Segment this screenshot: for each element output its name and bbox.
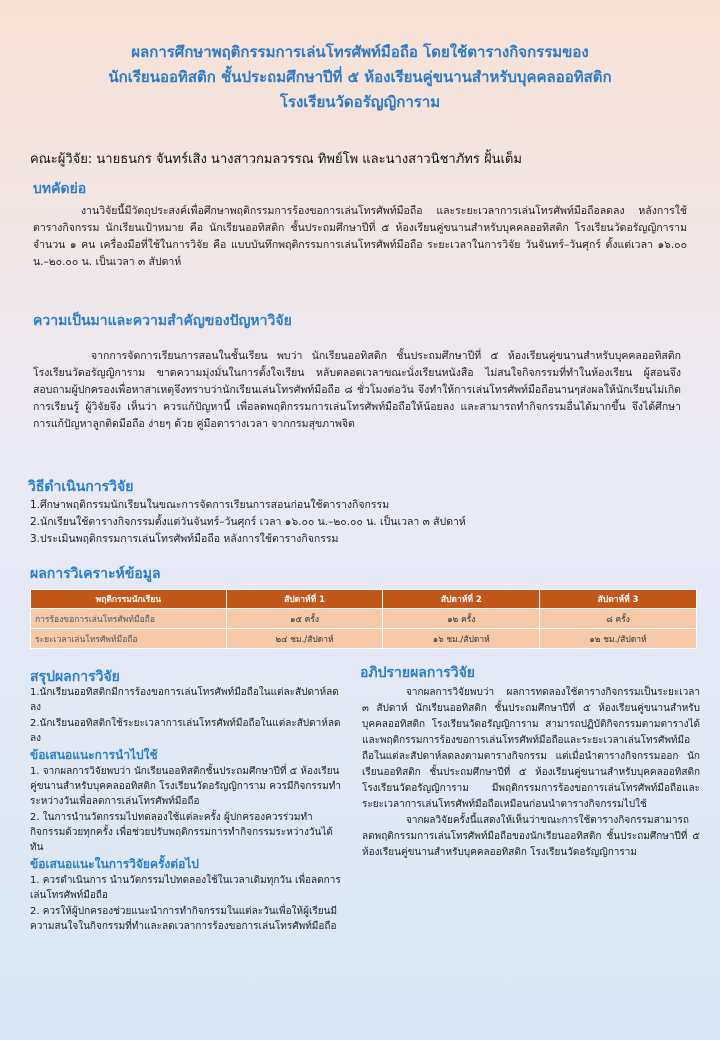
method-item: 2.นักเรียนใช้ตารางกิจกรรมตั้งแต่วันจันทร์–วันศุกร์ เวลา ๑๖.๐๐ น.–๒๐.๐๐ น. เป็นเวลา ๓ สัปดาห์: [30, 516, 466, 528]
results-table: [30, 589, 697, 649]
results-heading: ผลการวิเคราะห์ข้อมูล: [30, 566, 161, 582]
table-cell: ระยะเวลาเล่นโทรศัพท์มือถือ: [31, 629, 227, 649]
conclusion-item: 2.นักเรียนออทิสติกใช้ระยะเวลาการเล่นโทรศัพท์มือถือในแต่ละสัปดาห์ลดลง: [30, 718, 341, 744]
conclusion-heading: สรุปผลการวิจัย: [30, 669, 120, 685]
method-item: 3.ประเมินพฤติกรรมการเล่นโทรศัพท์มือถือ หลังการใช้ตารางกิจกรรม: [30, 533, 339, 545]
discussion-column: [362, 685, 700, 861]
table-header-row: [31, 590, 697, 609]
suggest-item: 1. จากผลการวิจัยพบว่า นักเรียนออทิสติกชั้นประถมศึกษาปีที่ ๕ ห้องเรียนคู่ขนานสำหรับบุคคลออทิสติก โรงเรียนวัดอรัญญิการาม ควรมีกิจกรรมทำระหว่างวันเพื่อลดการเล่นโทรศัพท์มือถือ: [30, 766, 341, 807]
table-cell: ๒๔ ชม./สัปดาห์: [226, 629, 383, 649]
method-heading: วิธีดำเนินการวิจัย: [28, 479, 134, 495]
next-item: 1. ควรดำเนินการ นำนวัตกรรมไปทดลองใช้ในเวลาเดิมทุกวัน เพื่อลดการเล่นโทรศัพท์มือถือ: [30, 875, 341, 901]
title-line-1: ผลการศึกษาพฤติกรรมการเล่นโทรศัพท์มือถือ โดยใช้ตารางกิจกรรมของ: [131, 43, 589, 61]
background-heading: ความเป็นมาและความสำคัญของปัญหาวิจัย: [33, 313, 292, 329]
table-cell: ๘ ครั้ง: [540, 609, 697, 629]
table-row: [31, 629, 697, 649]
table-header-cell: สัปดาห์ที่ 2: [383, 590, 540, 609]
suggest-heading: ข้อเสนอแนะการนำไปใช้: [30, 748, 158, 762]
method-item: 1.ศึกษาพฤติกรรมนักเรียนในขณะการจัดการเรียนการสอนก่อนใช้ตารางกิจกรรม: [30, 499, 390, 511]
table-cell: ๑๒ ครั้ง: [383, 609, 540, 629]
abstract-heading: บทคัดย่อ: [33, 181, 87, 197]
suggest-item: 2. ในการนำนวัตกรรมไปทดลองใช้แต่ละครั้ง ผู้ปกครองควรร่วมทำกิจกรรมด้วยทุกครั้ง เพื่อช่วยปรับพฤติกรรมการทำกิจกรรมระหว่างวันได้ทัน: [30, 812, 333, 853]
discussion-paragraph-1: จากผลการวิจัยพบว่า ผลการทดลองใช้ตารางกิจกรรมเป็นระยะเวลา ๓ สัปดาห์ นักเรียนออทิสติก ชั้นประถมศึกษาปีที่ ๕ ห้องเรียนคู่ขนานสำหรับบุคคลออทิสติก โรงเรียนวัดอรัญญิการาม สามารถปฏิบัติกิจกรรมตามตารางได้และพฤติกรรมการร้องขอการเล่นโทรศัพท์มือถือและระยะเวลาเล่นโทรศัพท์มือถือในแต่ละสัปดาห์ลดลงตามตารางกิจกรรม แต่เมื่อนำตารางกิจกรรมออก นักเรียนออทิสติก ชั้นประถมศึกษาปีที่ ๕ ห้องเรียนคู่ขนานสำหรับบุคคลออทิสติก โรงเรียนวัดอรัญญิการาม มีพฤติกรรมการร้องขอการเล่นโทรศัพท์มือถือและระยะเวลาการเล่นโทรศัพท์มือถือเหมือนก่อนนำตารางกิจกรรมไปใช้: [362, 687, 700, 810]
poster-title: [20, 40, 700, 115]
table-cell: ๑๕ ครั้ง: [226, 609, 383, 629]
title-line-3: โรงเรียนวัดอรัญญิการาม: [279, 93, 441, 111]
table-header-cell: สัปดาห์ที่ 1: [226, 590, 383, 609]
table-header-cell: สัปดาห์ที่ 3: [540, 590, 697, 609]
method-list: [30, 497, 690, 548]
table-header-cell: พฤติกรรมนักเรียน: [31, 590, 227, 609]
background-text: จากการจัดการเรียนการสอนในชั้นเรียน พบว่า นักเรียนออทิสติก ชั้นประถมศึกษาปีที่ ๕ ห้องเรียนคู่ขนานสำหรับบุคคลออทิสติก โรงเรียนวัดอรัญญิการาม ขาดความมุ่งมั่นในการตั้งใจเรียน หลับตลอดเวลาขณะนั่งเรียนหนังสือ ไม่สนใจกิจกรรมที่ทำในห้องเรียน ผู้สอนจึงสอบถามผู้ปกครองเพื่อหาสาเหตุจึงทราบว่านักเรียนเล่นโทรศัพท์มือถือ ๘ ชั่วโมงต่อวัน จึงทำให้การเล่นโทรศัพท์มือถือนานๆส่งผลให้นักเรียนไม่เกิดการเรียนรู้ ผู้วิจัยจึง เห็นว่า ควรแก้ปัญหานี้ เพื่อลดพฤติกรรมการเล่นโทรศัพท์มือถือให้น้อยลง และสามารถทำกิจกรรมอื่นได้มากขึ้น จึงได้ศึกษาการแก้ปัญหาลูกติดมือถือ ง่ายๆ ด้วย คู่มือตารางเวลา จากกรมสุขภาพจิต: [33, 350, 681, 430]
discussion-paragraph-2: จากผลวิจัยครั้งนี้แสดงให้เห็นว่าขณะการใช้ตารางกิจกรรมสามารถลดพฤติกรรมการเล่นโทรศัพท์มือถือของนักเรียนออทิสติก ชั้นประถมศึกษาปีที่ ๕ ห้องเรียนคู่ขนานสำหรับบุคคลออทิสติก โรงเรียนวัดอรัญญิการาม: [362, 815, 700, 858]
table-cell: ๑๒ ชม./สัปดาห์: [540, 629, 697, 649]
next-item: 2. ควรให้ผู้ปกครองช่วยแนะนำการทำกิจกรรมในแต่ละวันเพื่อให้ผู้เรียนมีความสนใจในกิจกรรมที่ทำและลดเวลาการร้องขอการเล่นโทรศัพท์มือถือ: [30, 906, 338, 932]
conclusion-item: 1.นักเรียนออทิสติกมีการร้องขอการเล่นโทรศัพท์มือถือในแต่ละสัปดาห์ลดลง: [30, 687, 339, 713]
table-cell: ๑๖ ชม./สัปดาห์: [383, 629, 540, 649]
table-row: [31, 609, 697, 629]
authors-line: คณะผู้วิจัย: นายธนกร จันทร์เสิง นางสาวกมลวรรณ ทิพย์โพ และนางสาวนิชาภัทร ฝั้นเต็ม: [30, 152, 522, 167]
title-line-2: นักเรียนออทิสติก ชั้นประถมศึกษาปีที่ ๕ ห้องเรียนคู่ขนานสำหรับบุคคลออทิสติก: [108, 68, 612, 86]
discussion-heading: อภิปรายผลการวิจัย: [360, 665, 476, 681]
table-cell: การร้องขอการเล่นโทรศัพท์มือถือ: [31, 609, 227, 629]
abstract-text: งานวิจัยนี้มีวัตถุประสงค์เพื่อศึกษาพฤติกรรมการร้องขอการเล่นโทรศัพท์มือถือ และระยะเวลาการเล่นโทรศัพท์มือถือลดลง หลังการใช้ตารางกิจกรรม นักเรียนเป้าหมาย คือ นักเรียนออทิสติก ชั้นประถมศึกษาปีที่ ๕ ห้องเรียนคู่ขนานสำหรับบุคคลออทิสติก โรงเรียนวัดอรัญญิการาม จำนวน ๑ คน เครื่องมือที่ใช้ในการวิจัย คือ แบบบันทึกพฤติกรรมการเล่นโทรศัพท์มือถือ ระยะเวลาในการวิจัย วันจันทร์–วันศุกร์ ตั้งแต่เวลา ๑๖.๐๐ น.–๒๐.๐๐ น. เป็นเวลา ๓ สัปดาห์: [33, 205, 687, 268]
conclusion-column: [30, 685, 346, 935]
next-heading: ข้อเสนอแนะในการวิจัยครั้งต่อไป: [30, 857, 199, 871]
